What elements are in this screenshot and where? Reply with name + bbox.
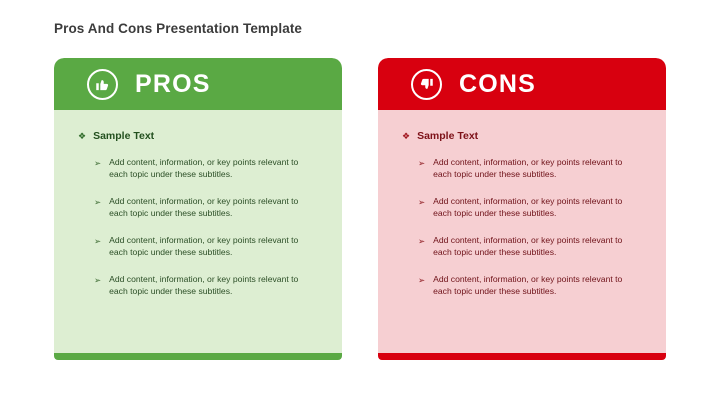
- list-item-text: Add content, information, or key points relevant to each topic under these subtitles.: [433, 196, 623, 218]
- list-item-text: Add content, information, or key points relevant to each topic under these subtitles.: [109, 235, 299, 257]
- arrow-bullet-icon: ➢: [94, 275, 102, 285]
- pros-cons-columns: [54, 58, 666, 360]
- list-item-text: Add content, information, or key points relevant to each topic under these subtitles.: [109, 157, 299, 179]
- cons-heading: CONS: [459, 69, 537, 98]
- cons-body: [378, 110, 666, 353]
- diamond-bullet-icon: ❖: [402, 131, 411, 141]
- cons-column: [378, 58, 666, 360]
- diamond-bullet-icon: ❖: [78, 131, 87, 141]
- list-item: [94, 196, 322, 219]
- cons-card: [378, 58, 666, 353]
- pros-header: [54, 58, 342, 110]
- list-item-text: Add content, information, or key points relevant to each topic under these subtitles.: [433, 274, 623, 296]
- pros-footer-bar: [54, 353, 342, 360]
- list-item-text: Add content, information, or key points relevant to each topic under these subtitles.: [109, 274, 299, 296]
- arrow-bullet-icon: ➢: [94, 236, 102, 246]
- pros-heading: PROS: [135, 69, 211, 98]
- list-item-text: Add content, information, or key points relevant to each topic under these subtitles.: [109, 196, 299, 218]
- arrow-bullet-icon: ➢: [418, 158, 426, 168]
- thumbs-up-icon: [87, 69, 118, 100]
- list-item: [418, 196, 646, 219]
- pros-body: [54, 110, 342, 353]
- page-title: Pros And Cons Presentation Template: [54, 21, 303, 36]
- arrow-bullet-icon: ➢: [418, 275, 426, 285]
- list-item: [418, 274, 646, 297]
- list-item: [418, 235, 646, 258]
- list-item: [94, 157, 322, 180]
- cons-footer-bar: [378, 353, 666, 360]
- thumbs-down-icon: [411, 69, 442, 100]
- arrow-bullet-icon: ➢: [94, 197, 102, 207]
- pros-column: [54, 58, 342, 360]
- list-item-text: Add content, information, or key points relevant to each topic under these subtitles.: [433, 235, 623, 257]
- arrow-bullet-icon: ➢: [418, 236, 426, 246]
- pros-subtitle: Sample Text: [93, 130, 155, 142]
- pros-card: [54, 58, 342, 353]
- list-item-text: Add content, information, or key points relevant to each topic under these subtitles.: [433, 157, 623, 179]
- pros-subtitle-row: [78, 130, 322, 143]
- cons-subtitle-row: [402, 130, 646, 143]
- list-item: [94, 235, 322, 258]
- arrow-bullet-icon: ➢: [418, 197, 426, 207]
- list-item: [94, 274, 322, 297]
- cons-header: [378, 58, 666, 110]
- list-item: [418, 157, 646, 180]
- cons-subtitle: Sample Text: [417, 130, 479, 142]
- arrow-bullet-icon: ➢: [94, 158, 102, 168]
